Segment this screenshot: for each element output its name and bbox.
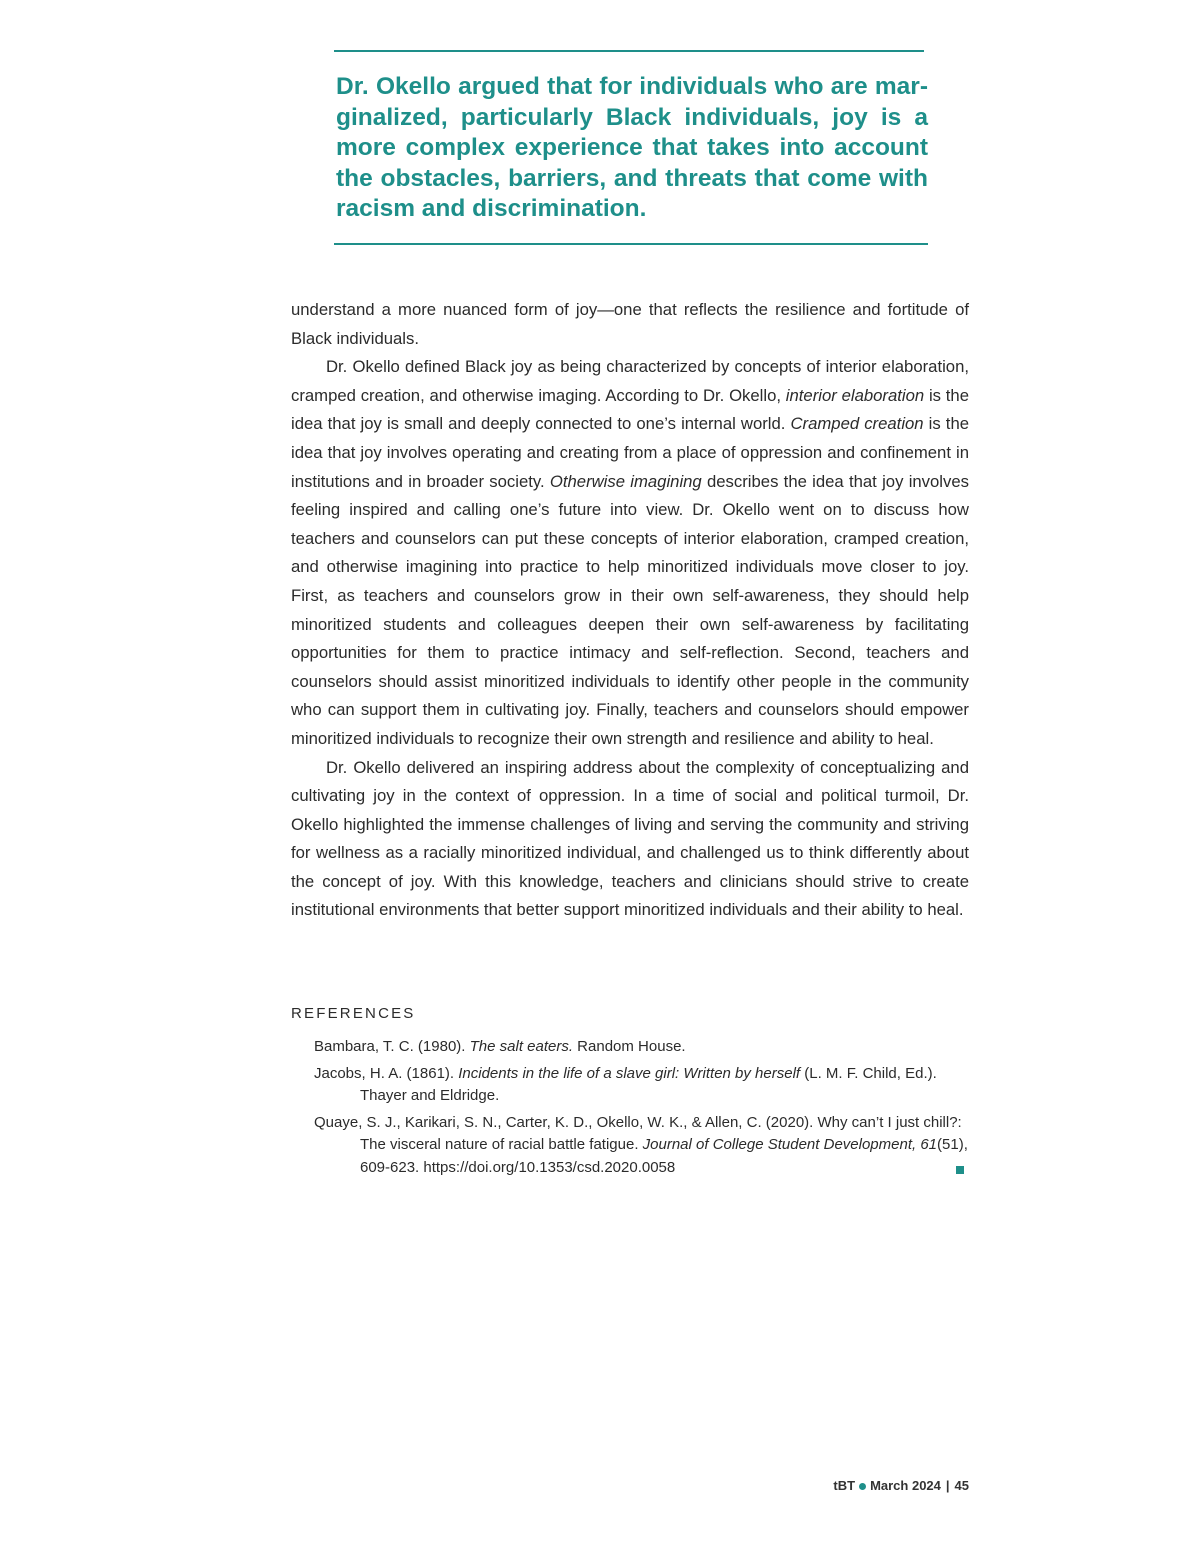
reference-text: (L. M. F. Child, Ed.). Thayer and Eldridge. bbox=[360, 1064, 937, 1104]
term-cramped-creation: Cramped creation bbox=[790, 414, 924, 434]
body-paragraph-2 bbox=[291, 353, 969, 753]
article-body bbox=[291, 296, 969, 925]
pull-quote bbox=[334, 50, 928, 245]
pull-quote-top-rule bbox=[334, 50, 924, 52]
reference-text: Random House. bbox=[573, 1038, 686, 1055]
reference-title: The salt eaters. bbox=[469, 1038, 574, 1055]
term-otherwise-imagining: Otherwise imagining bbox=[549, 471, 702, 491]
reference-text: Quaye, S. J., Karikari, S. N., Carter, K. D., Okello, W. K., & Allen, C. (2020). Why can’t I just chill?: The visceral nature of racial battle fatigue. bbox=[314, 1113, 962, 1153]
body-paragraph-2-text-3: is the idea that joy involves operating and creating from a place of oppression and confinement in institutions and in broader society. bbox=[291, 414, 970, 491]
references-heading: REFERENCES bbox=[291, 1005, 416, 1022]
issue-date: March 2024 bbox=[870, 1478, 941, 1493]
page-number: 45 bbox=[954, 1478, 969, 1493]
reference-title: Journal of College Student Development, 61 bbox=[642, 1136, 938, 1153]
term-interior-elaboration: interior elaboration bbox=[785, 385, 925, 405]
footer-separator: | bbox=[945, 1478, 950, 1493]
reference-text: Jacobs, H. A. (1861). bbox=[314, 1064, 459, 1082]
reference-item bbox=[314, 1036, 969, 1059]
body-paragraph-2-text-4: describes the idea that joy involves feeling inspired and calling one’s future into view. Dr. Okello went on to discuss how teachers and counselors can put these concepts of interior elaboration, cramped creation, and otherwise imagining into practice to help minoritized individuals move closer to joy. First, as teachers and counselors grow in their own self-awareness, they should help minoritized students and colleagues deepen their own self-awareness by facilitating opportunities for them to practice intimacy and self-reflection. Second, teachers and counselors should assist minoritized individuals to identify other people in the community who can support them in cultivating joy. Finally, teachers and counselors should empower minoritized individuals to recognize their own strength and resilience and ability to heal. bbox=[291, 471, 969, 748]
publication-name: tBT bbox=[833, 1478, 856, 1493]
references-section bbox=[291, 1005, 969, 1183]
body-paragraph-3: Dr. Okello delivered an inspiring address about the complexity of conceptualizing and cultivating joy in the context of oppression. In a time of social and political turmoil, Dr. Okello highlighted the immense challenges of living and serving the community and striving for wellness as a racially minoritized individual, and challenged us to think differently about the concept of joy. With this knowledge, teachers and clinicians should strive to create institutional environments that better support minoritized individuals and their ability to heal. bbox=[291, 757, 969, 920]
pull-quote-text: Dr. Okello argued that for individuals who are marginalized, particularly Black individuals, joy is a more complex experience that takes into account the obstacles, barriers, and threats that come with racism and discrimination. bbox=[336, 73, 928, 222]
end-of-article-square-icon bbox=[956, 1166, 964, 1174]
reference-text: (51), 609-623. https://doi.org/10.1353/csd.2020.0058 bbox=[360, 1136, 968, 1176]
reference-item bbox=[314, 1063, 969, 1108]
body-paragraph-2-text-2: is the idea that joy is small and deeply connected to one’s internal world. bbox=[291, 385, 969, 434]
pull-quote-bottom-rule bbox=[334, 243, 928, 245]
body-paragraph-2-text-1: Dr. Okello defined Black joy as being characterized by concepts of interior elaboration, cramped creation, and otherwise imaging. According to Dr. Okello, bbox=[291, 357, 969, 405]
reference-item bbox=[314, 1112, 969, 1180]
body-paragraph-1: understand a more nuanced form of joy—one that reflects the resilience and fortitude of Black individuals. bbox=[291, 300, 969, 348]
reference-text: Bambara, T. C. (1980). bbox=[314, 1038, 470, 1055]
reference-title: Incidents in the life of a slave girl: Written by herself bbox=[458, 1064, 801, 1082]
page-footer bbox=[833, 1478, 969, 1493]
bullet-dot-icon bbox=[859, 1483, 866, 1490]
